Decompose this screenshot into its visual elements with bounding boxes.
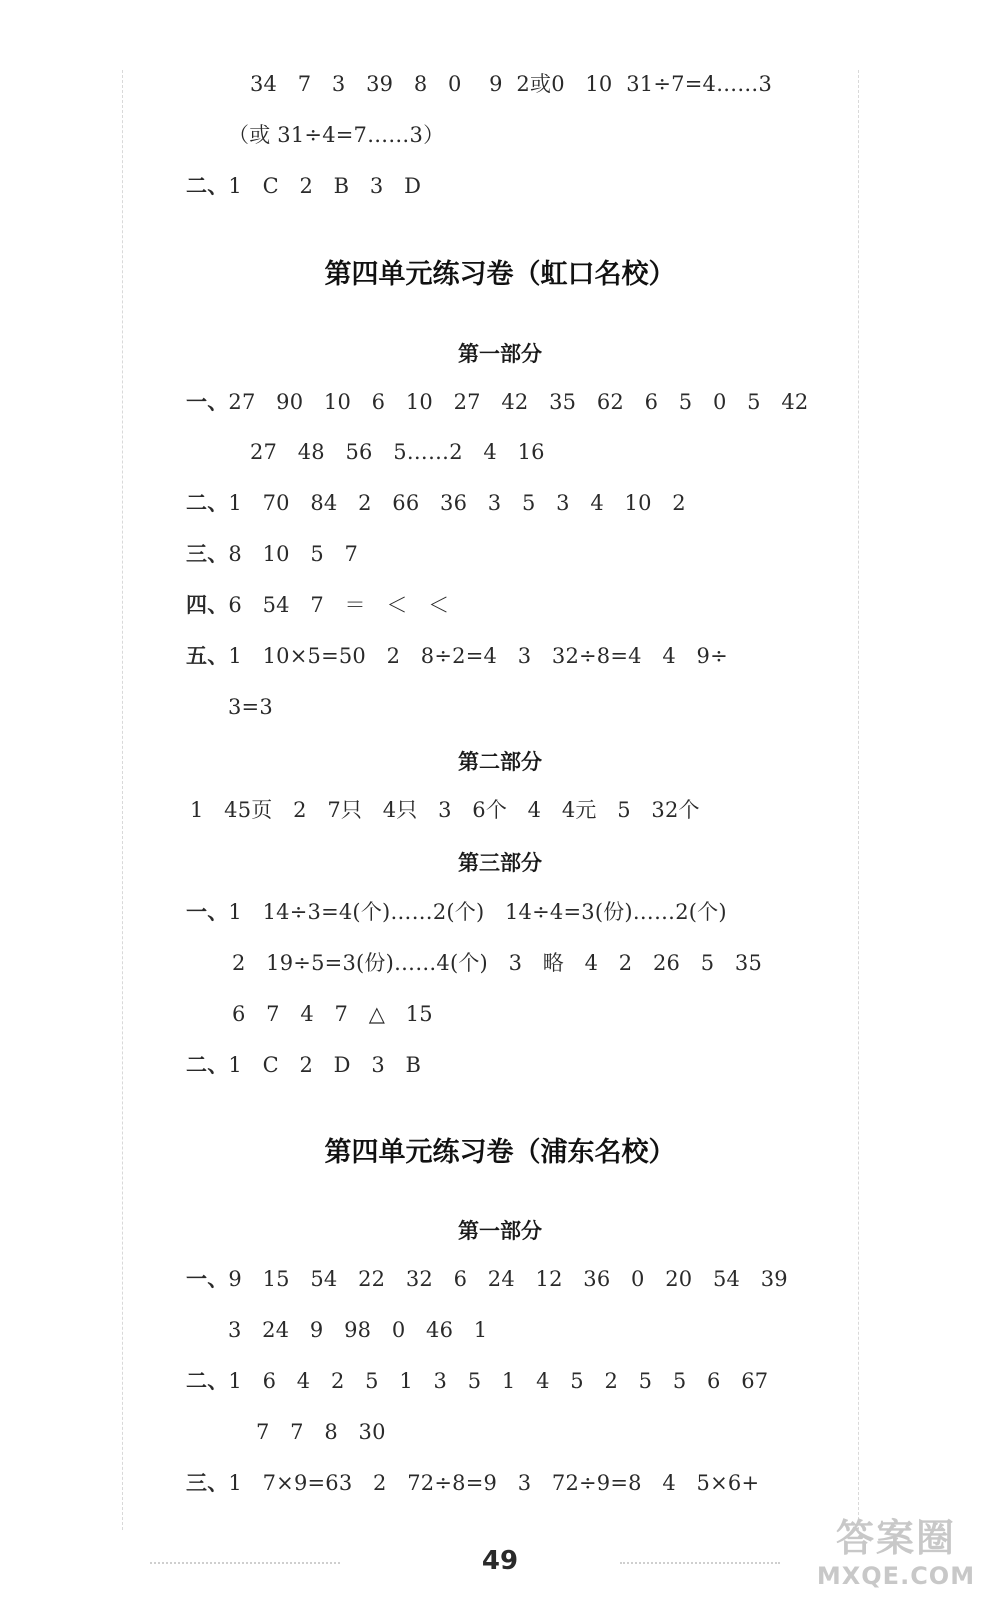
watermark-line-2: MXQE.COM [816,1562,976,1590]
item-text: 1 70 84 2 66 36 3 5 3 4 10 2 [228,491,686,515]
hk-p2-line-1: 1 45页 2 7只 4只 3 6个 4 4元 5 32个 [190,798,700,822]
item-label: 一、 [186,390,229,414]
item-text: 1 C 2 B 3 D [228,174,422,198]
section-title-pudong: 第四单元练习卷（浦东名校） [324,1137,676,1168]
item-text: 1 14÷3=4(个)……2(个) 14÷4=3(份)……2(个) [228,900,727,924]
watermark-line-1: 答案圈 [835,1516,956,1560]
pd-line-4: 7 7 8 30 [256,1420,386,1444]
item-text: 8 10 5 7 [228,542,359,566]
hk-p1-line-4 [186,540,358,568]
hk-p1-line-6 [186,642,728,670]
item-text: 27 90 10 6 10 27 42 35 62 6 5 0 5 42 [228,390,809,414]
pd-line-3 [186,1367,768,1395]
answer-line-1: 34 7 3 39 8 0 9 2或0 10 31÷7=4……3 [250,72,773,96]
answer-line-2: （或 31÷4=7……3） [228,123,445,147]
part-heading-2: 第二部分 [458,750,542,774]
hk-p1-line-7: 3=3 [228,695,273,719]
pd-line-5 [186,1469,759,1497]
hk-p3-line-1 [186,898,727,926]
item-label: 三、 [186,1471,229,1495]
item-label: 二、 [186,1369,229,1393]
part-heading-1: 第一部分 [458,342,542,366]
item-label: 一、 [186,1267,229,1291]
hk-p1-line-1 [186,388,808,416]
hk-p3-line-3: 6 7 4 7 △ 15 [232,1002,433,1026]
item-text: 1 7×9=63 2 72÷8=9 3 72÷9=8 4 5×6+ [228,1471,760,1495]
answer-line-3 [186,172,421,200]
item-label: 四、 [186,593,229,617]
item-label: 五、 [186,644,229,668]
section-title-hongkou: 第四单元练习卷（虹口名校） [324,259,676,290]
item-label: 二、 [186,174,229,198]
hk-p3-line-4 [186,1051,421,1079]
hk-p1-line-5 [186,591,449,619]
item-text: 9 15 54 22 32 6 24 12 36 0 20 54 39 [228,1267,788,1291]
page-number: 49 [481,1546,519,1576]
hk-p3-line-2: 2 19÷5=3(份)……4(个) 3 略 4 2 26 5 35 [232,951,763,975]
item-text: 6 54 7 ＝ ＜ ＜ [228,593,450,617]
item-text: 1 10×5=50 2 8÷2=4 3 32÷8=4 4 9÷ [228,644,728,668]
item-text: 1 C 2 D 3 B [228,1053,422,1077]
watermark-logo [806,1507,986,1590]
part-heading-3: 第三部分 [458,851,542,875]
hk-p1-line-2: 27 48 56 5……2 4 16 [250,440,545,464]
hk-p1-line-3 [186,489,686,517]
part-heading-pudong-1: 第一部分 [458,1219,542,1243]
pd-line-2: 3 24 9 98 0 46 1 [228,1318,488,1342]
item-label: 二、 [186,1053,229,1077]
item-text: 1 6 4 2 5 1 3 5 1 4 5 2 5 5 6 67 [228,1369,769,1393]
pd-line-1 [186,1265,788,1293]
item-label: 一、 [186,900,229,924]
item-label: 三、 [186,542,229,566]
item-label: 二、 [186,491,229,515]
